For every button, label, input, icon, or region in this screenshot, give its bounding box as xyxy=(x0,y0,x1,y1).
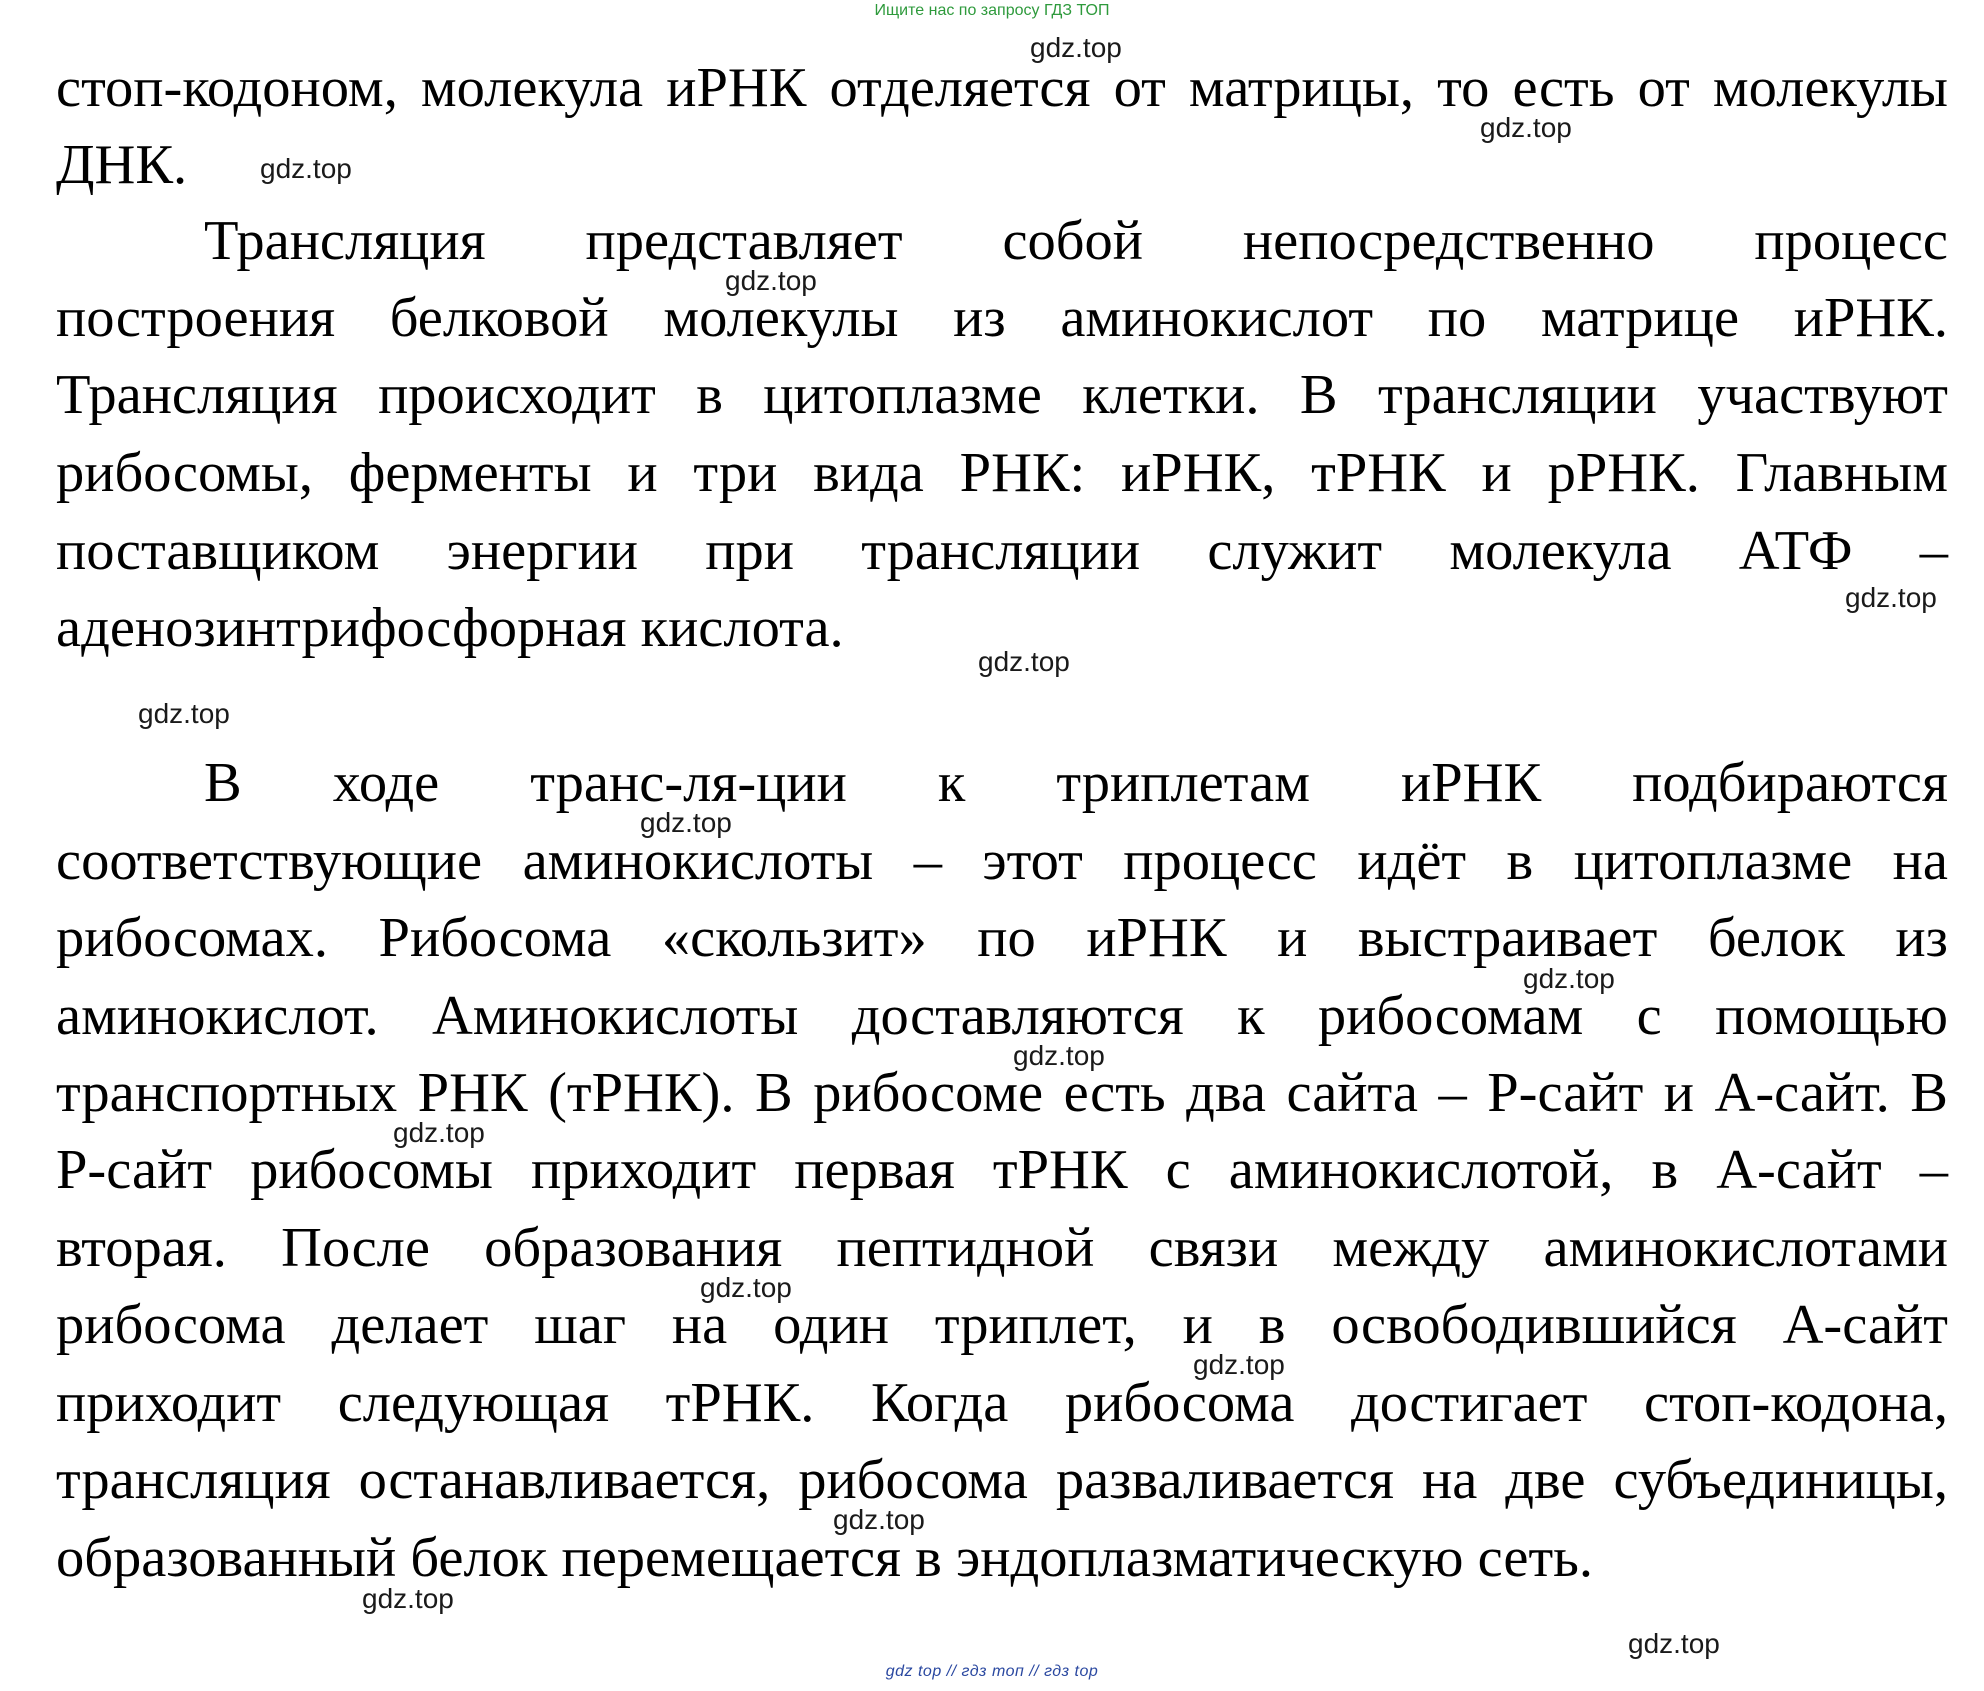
watermark: gdz.top xyxy=(1030,32,1122,63)
text-line: рибосомах. Рибосома «скользит» по иРНК и выстраивает белок из xyxy=(56,907,1948,969)
watermark: gdz.top xyxy=(1845,582,1937,613)
watermark: gdz.top xyxy=(393,1117,485,1148)
text-line: транспортных РНК (тРНК). В рибосоме есть два сайта – Р-сайт и А-сайт. В xyxy=(56,1062,1948,1124)
text-line: вторая. После образования пептидной связи между аминокислотами xyxy=(56,1217,1948,1279)
text-line: приходит следующая тРНК. Когда рибосома достигает стоп-кодона, xyxy=(56,1372,1948,1434)
text-line: В ходе транс-ля-ции к триплетам иРНК подбираются xyxy=(204,752,1948,814)
watermark: gdz.top xyxy=(1480,112,1572,143)
text-line: образованный белок перемещается в эндоплазматическую сеть. xyxy=(56,1527,1594,1589)
footer-links[interactable]: gdz top // гдз топ // гдз top xyxy=(885,1663,1099,1680)
watermark: gdz.top xyxy=(260,153,352,184)
text-line: рибосома делает шаг на один триплет, и в освободившийся А-сайт xyxy=(56,1294,1948,1356)
text-line: аминокислот. Аминокислоты доставляются к рибосомам с помощью xyxy=(56,985,1948,1047)
text-line: Р-сайт рибосомы приходит первая тРНК с аминокислотой, в А-сайт – xyxy=(56,1139,1948,1201)
text-line: трансляция останавливается, рибосома разваливается на две субъединицы, xyxy=(56,1449,1948,1511)
text-line: соответствующие аминокислоты – этот процесс идёт в цитоплазме на xyxy=(56,830,1948,892)
watermark: gdz.top xyxy=(700,1272,792,1303)
watermark: gdz.top xyxy=(833,1504,925,1535)
watermark: gdz.top xyxy=(1523,963,1615,994)
watermark: gdz.top xyxy=(362,1583,454,1614)
text-line: ДНК. xyxy=(56,134,188,196)
text-line: аденозинтрифосфорная кислота. xyxy=(56,597,844,659)
watermark: gdz.top xyxy=(1013,1040,1105,1071)
text-line: Трансляция происходит в цитоплазме клетки. В трансляции участвуют xyxy=(56,364,1948,426)
watermark: gdz.top xyxy=(725,265,817,296)
text-line: поставщиком энергии при трансляции служит молекула АТФ – xyxy=(56,520,1948,582)
watermark: gdz.top xyxy=(1193,1349,1285,1380)
watermark: gdz.top xyxy=(1628,1628,1720,1659)
text-line: построения белковой молекулы из аминокислот по матрице иРНК. xyxy=(56,287,1948,349)
text-line: рибосомы, ферменты и три вида РНК: иРНК, тРНК и рРНК. Главным xyxy=(56,442,1948,504)
search-banner[interactable]: Ищите нас по запросу ГДЗ ТОП xyxy=(874,2,1110,19)
watermark: gdz.top xyxy=(138,698,230,729)
text-line: стоп-кодоном, молекула иРНК отделяется от матрицы, то есть от молекулы xyxy=(56,57,1948,119)
watermark: gdz.top xyxy=(978,646,1070,677)
text-line: Трансляция представляет собой непосредственно процесс xyxy=(204,210,1948,272)
watermark: gdz.top xyxy=(640,807,732,838)
